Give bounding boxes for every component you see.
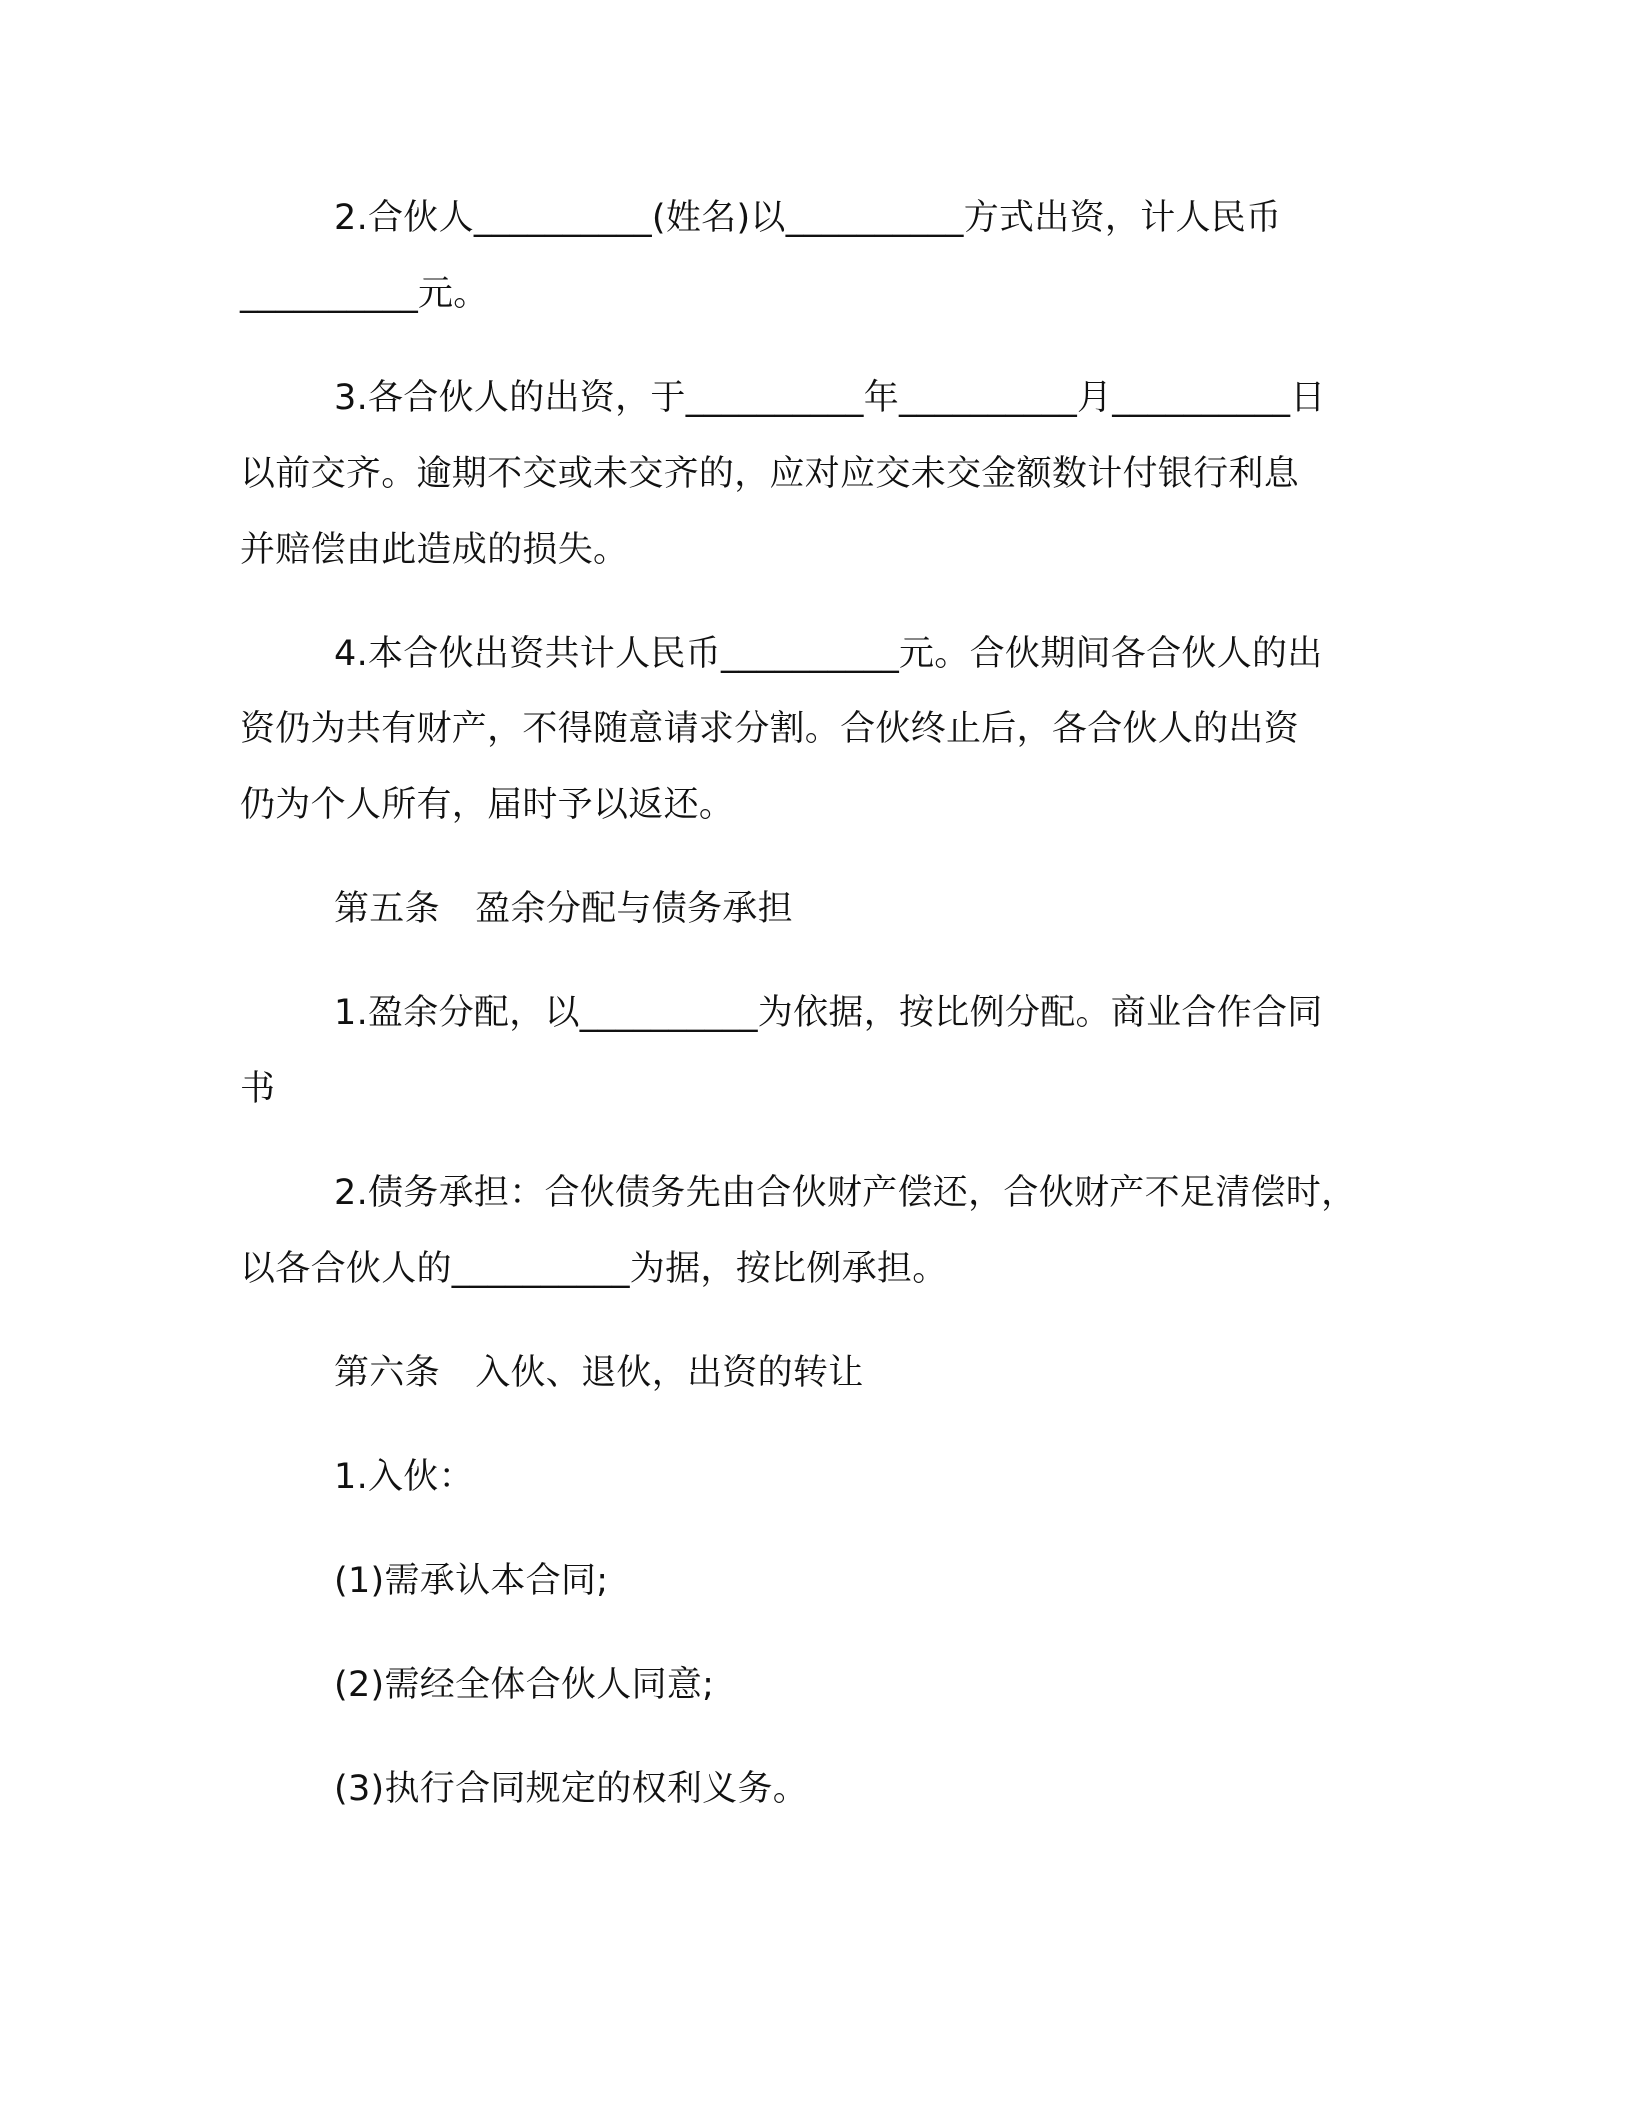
clause-5-item-1-line-1: 1.盈余分配，以__________为依据，按比例分配。商业合作合同	[334, 993, 1323, 1033]
clause-5-item-1-line-2: 书	[240, 1069, 276, 1109]
clause-5-item-2-line-2: 以各合伙人的__________为据，按比例承担。	[240, 1249, 948, 1289]
clause-4-item-2-line-1: 2.合伙人__________(姓名)以__________方式出资，计人民币	[334, 198, 1282, 238]
clause-6-item-1-sub-1: (1)需承认本合同;	[334, 1561, 609, 1601]
clause-4-item-3-line-3: 并赔偿由此造成的损失。	[240, 530, 629, 570]
clause-4-item-4-line-1: 4.本合伙出资共计人民币__________元。合伙期间各合伙人的出	[334, 634, 1323, 674]
clause-4-item-3-line-1: 3.各合伙人的出资，于__________年__________月__________日	[334, 378, 1326, 418]
clause-4-item-4-line-3: 仍为个人所有，届时予以返还。	[240, 785, 735, 825]
clause-6-item-1-sub-3: (3)执行合同规定的权利义务。	[334, 1769, 809, 1809]
article-6-heading: 第六条 入伙、退伙，出资的转让	[334, 1353, 864, 1393]
clause-4-item-3-line-2: 以前交齐。逾期不交或未交齐的，应对应交未交金额数计付银行利息	[240, 454, 1300, 494]
clause-6-item-1: 1.入伙：	[334, 1457, 474, 1497]
clause-4-item-4-line-2: 资仍为共有财产，不得随意请求分割。合伙终止后，各合伙人的出资	[240, 709, 1300, 749]
clause-4-item-2-line-2: __________元。	[240, 274, 489, 314]
clause-6-item-1-sub-2: (2)需经全体合伙人同意;	[334, 1665, 715, 1705]
clause-5-item-2-line-1: 2.债务承担：合伙债务先由合伙财产偿还，合伙财产不足清偿时，	[334, 1173, 1357, 1213]
article-5-heading: 第五条 盈余分配与债务承担	[334, 889, 793, 929]
